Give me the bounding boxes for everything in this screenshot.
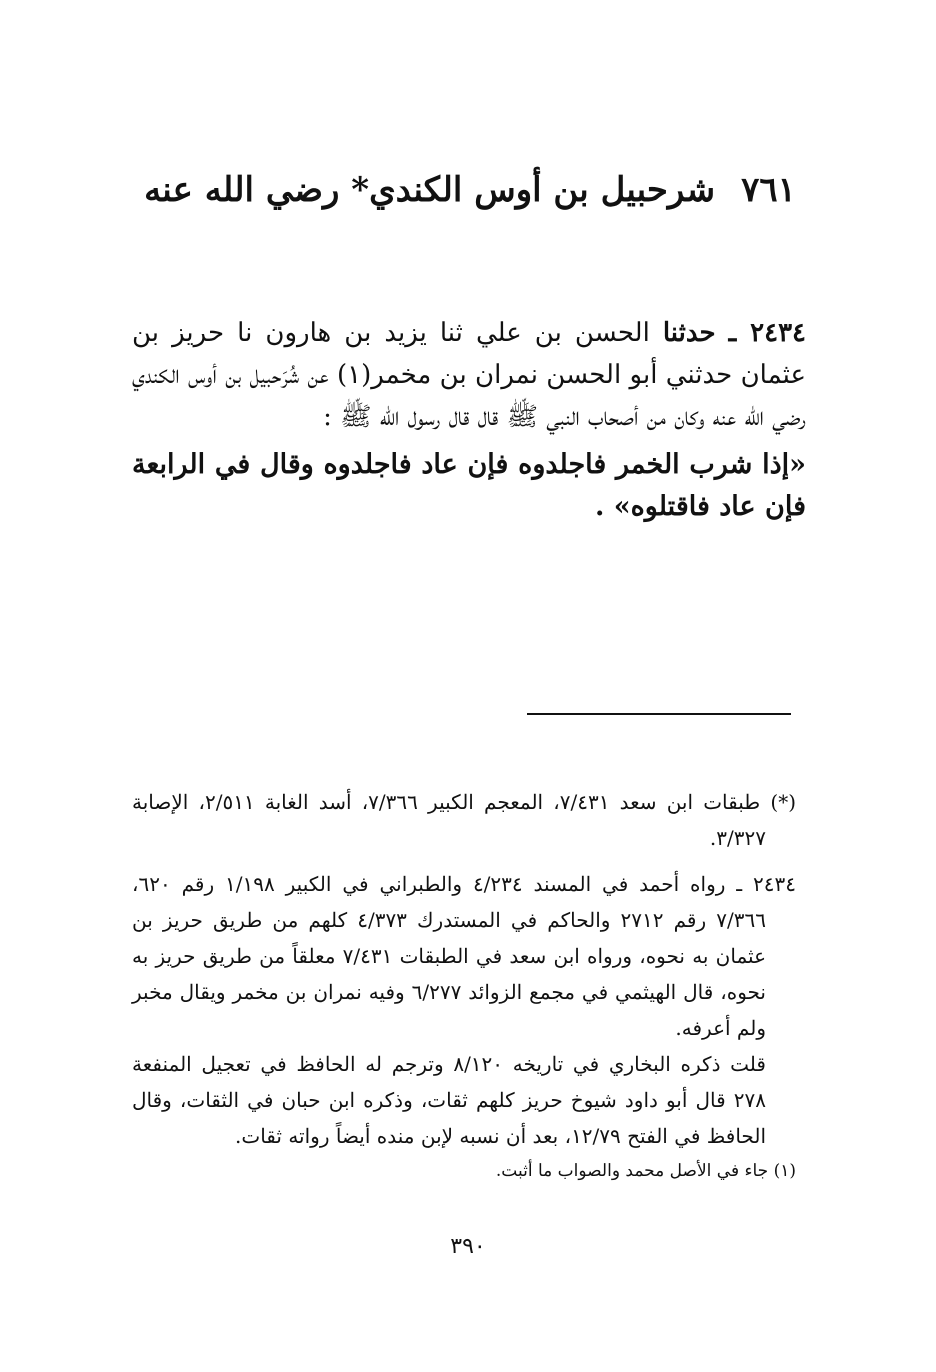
hadith-isnad: الحسن بن علي ثنا يزيد بن هارون نا حريز بن عثمان حدثني أبو الحسن نمران بن مخمر(١) عن شُرَحبيل بن أوس الكندي رضي الله عنه وكان من أصحاب النبي ﷺ قال قال رسول الله ﷺ : [132, 318, 806, 432]
chapter-title-text: شرحبيل بن أوس الكندي* رضي الله عنه [144, 170, 716, 210]
footnote-divider [527, 713, 791, 715]
page-number: ٣٩٠ [450, 1234, 486, 1259]
footnote-takhrij: ٢٤٣٤ ـ رواه أحمد في المسند ٤/٢٣٤ والطبراني في الكبير ١/١٩٨ رقم ٦٢٠، ٧/٣٦٦ رقم ٢٧١٢ والحاكم في المستدرك ٤/٣٧٣ كلهم من طريق حريز بن عثمان به نحوه، ورواه ابن سعد في الطبقات ٧/٤٣١ معلقاً من طريق حريز به نحوه، قال الهيثمي في مجمع الزوائد ٦/٢٧٧ وفيه نمران بن مخمر ويقال مخبر ولم أعرفه. [132, 872, 796, 1040]
hadith-isnad-paragraph [132, 312, 806, 438]
hadith-lead-word: حدثنا [662, 318, 716, 348]
hadith-matn: «إذا شرب الخمر فاجلدوه فإن عاد فاجلدوه وقال في الرابعة فإن عاد فاقتلوه» . [132, 449, 806, 522]
footnote-star: (*) طبقات ابن سعد ٧/٤٣١، المعجم الكبير ٧/٣٦٦، أسد الغابة ٢/٥١١، الإصابة ٣/٣٢٧. [132, 790, 796, 850]
hadith-text [132, 312, 806, 528]
hadith-number: ٢٤٣٤ ـ [728, 318, 806, 348]
footnotes [132, 784, 796, 1186]
footnote-one: (١) جاء في الأصل محمد والصواب ما أثبت. [495, 1161, 796, 1181]
chapter-number: ٧٦١ [741, 170, 796, 210]
footnote-note: قلت ذكره البخاري في تاريخه ٨/١٢٠ وترجم له الحافظ في تعجيل المنفعة ٢٧٨ قال أبو داود شيوخ حريز كلهم ثقات، وذكره ابن حبان في الثقات، وقال الحافظ في الفتح ١٢/٧٩، بعد أن نسبه لإبن منده أيضاً رواته ثقات. [132, 1052, 766, 1148]
chapter-heading [120, 168, 820, 212]
